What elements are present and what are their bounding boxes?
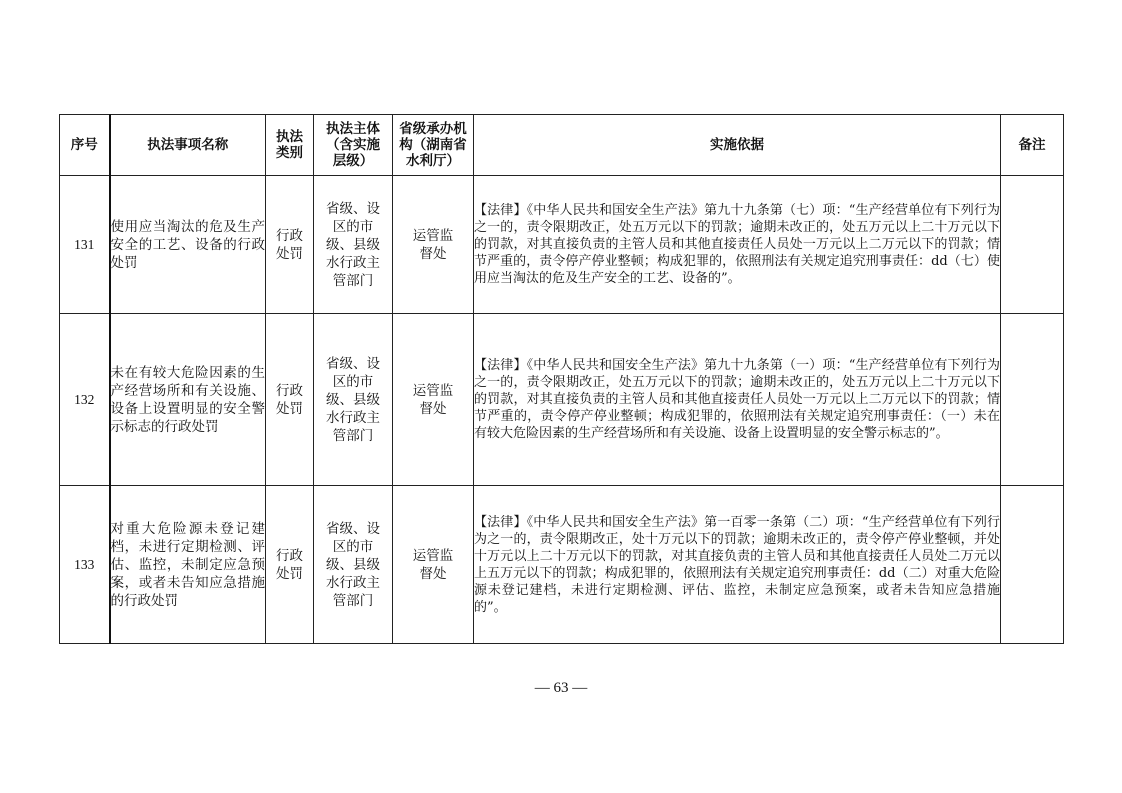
header-remarks: 备注	[1001, 115, 1064, 176]
table-row	[60, 176, 1064, 314]
header-item-name: 执法事项名称	[110, 115, 266, 176]
row-provincial-org: 运管监督处	[393, 314, 474, 486]
table-header-row	[60, 115, 1064, 176]
row-subject: 省级、设区的市级、县级水行政主管部门	[314, 176, 393, 314]
header-basis: 实施依据	[474, 115, 1001, 176]
row-serial-number: 133	[60, 486, 110, 644]
row-category: 行政处罚	[266, 314, 314, 486]
row-item-name: 未在有较大危险因素的生产经营场所和有关设施、设备上设置明显的安全警示标志的行政处罚	[110, 314, 266, 486]
row-basis: 【法律】《中华人民共和国安全生产法》第一百零一条第（二）项：“生产经营单位有下列行为之一的，责令限期改正，处十万元以下的罚款；逾期未改正的，责令停产停业整顿，并处十万元以上二十万元以下的罚款，对其直接负责的主管人员和其他直接责任人员处二万元以上五万元以下的罚款；构成犯罪的，依照刑法有关规定追究刑事责任：dd（二）对重大危险源未登记建档，未进行定期检测、评估、监控，未制定应急预案，或者未告知应急措施的”。	[474, 486, 1001, 644]
row-item-name: 使用应当淘汰的危及生产安全的工艺、设备的行政处罚	[110, 176, 266, 314]
header-serial-number: 序号	[60, 115, 110, 176]
row-category: 行政处罚	[266, 176, 314, 314]
header-subject: 执法主体（含实施层级）	[314, 115, 393, 176]
table-row	[60, 486, 1064, 644]
enforcement-items-table	[59, 114, 1064, 644]
header-provincial-org: 省级承办机构（湖南省水利厅）	[393, 115, 474, 176]
row-category: 行政处罚	[266, 486, 314, 644]
row-serial-number: 132	[60, 314, 110, 486]
row-item-name: 对重大危险源未登记建档，未进行定期检测、评估、监控，未制定应急预案，或者未告知应急措施的行政处罚	[110, 486, 266, 644]
page-number: — 63 —	[534, 680, 588, 696]
row-basis: 【法律】《中华人民共和国安全生产法》第九十九条第（一）项：“生产经营单位有下列行为之一的，责令限期改正，处五万元以下的罚款；逾期未改正的，处五万元以上二十万元以下的罚款，对其直接负责的主管人员和其他直接责任人员处一万元以上二万元以下的罚款；情节严重的，责令停产停业整顿；构成犯罪的，依照刑法有关规定追究刑事责任：（一）未在有较大危险因素的生产经营场所和有关设施、设备上设置明显的安全警示标志的”。	[474, 314, 1001, 486]
header-category: 执法类别	[266, 115, 314, 176]
row-remarks	[1001, 314, 1064, 486]
row-subject: 省级、设区的市级、县级水行政主管部门	[314, 486, 393, 644]
table-row	[60, 314, 1064, 486]
row-remarks	[1001, 176, 1064, 314]
row-basis: 【法律】《中华人民共和国安全生产法》第九十九条第（七）项：“生产经营单位有下列行为之一的，责令限期改正，处五万元以下的罚款；逾期未改正的，处五万元以上二十万元以下的罚款，对其直接负责的主管人员和其他直接责任人员处一万元以上二万元以下的罚款；情节严重的，责令停产停业整顿；构成犯罪的，依照刑法有关规定追究刑事责任：dd（七）使用应当淘汰的危及生产安全的工艺、设备的”。	[474, 176, 1001, 314]
row-serial-number: 131	[60, 176, 110, 314]
row-provincial-org: 运管监督处	[393, 176, 474, 314]
row-provincial-org: 运管监督处	[393, 486, 474, 644]
row-subject: 省级、设区的市级、县级水行政主管部门	[314, 314, 393, 486]
row-remarks	[1001, 486, 1064, 644]
